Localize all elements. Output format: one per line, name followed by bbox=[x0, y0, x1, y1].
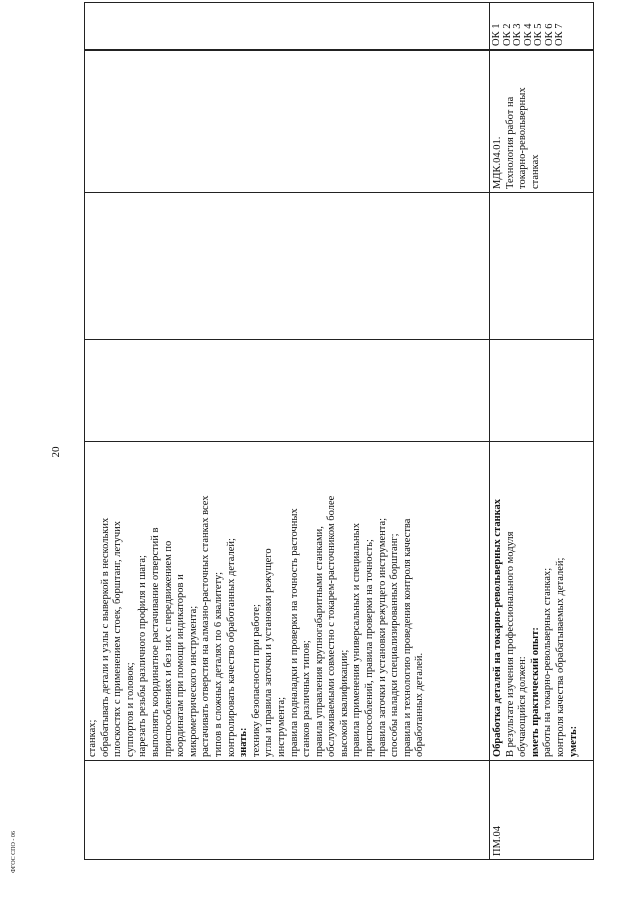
table-row bbox=[490, 3, 594, 860]
section-label-experience: иметь практический опыт: bbox=[529, 627, 541, 757]
content-line: растачивать отверстия на алмазно-расточных станках всех bbox=[200, 495, 212, 757]
content-line: станках; bbox=[87, 719, 98, 757]
empty-cell bbox=[85, 50, 490, 193]
section-label-know: знать: bbox=[238, 727, 250, 757]
mdk-cell bbox=[490, 50, 594, 193]
content-line: работы на токарно-револьверных станках; bbox=[542, 567, 554, 757]
content-line: углы и правила заточки и установки режущего bbox=[263, 548, 275, 757]
content-line: плоскостях с применением стоек, борштанг, летучих bbox=[112, 521, 124, 757]
content-line: контроля качества обрабатываемых деталей; bbox=[554, 557, 566, 757]
module-content-cell bbox=[490, 442, 594, 761]
ok-item: ОК 5 bbox=[533, 23, 544, 46]
content-line: инструмента; bbox=[275, 696, 287, 757]
mdk-line: МДК.04.01. bbox=[492, 136, 503, 189]
content-line: приспособлениях и без них с передвижением по bbox=[162, 540, 174, 757]
content-line: способы наладки специализированных борштанг; bbox=[389, 533, 401, 757]
content-line: правила управления крупногабаритными станками, bbox=[313, 526, 325, 757]
footer-code: ФГОС СПО - 06 bbox=[11, 831, 17, 873]
ok-item: ОК 3 bbox=[512, 23, 523, 46]
mdk-line: токарно-револьверных bbox=[517, 87, 529, 189]
content-line: приспособлений, правила проверки на точность; bbox=[364, 539, 376, 757]
section-label-skills: уметь: bbox=[567, 725, 579, 757]
ok-item: ОК 7 bbox=[554, 23, 565, 46]
code-cell bbox=[85, 761, 490, 860]
content-line: суппортов и головок; bbox=[124, 662, 136, 757]
empty-cell bbox=[85, 340, 490, 442]
content-line: станков различных типов; bbox=[301, 640, 313, 757]
mdk-line: станках bbox=[529, 154, 541, 189]
content-line: микрометрического инструмента; bbox=[187, 605, 199, 757]
content-line: обслуживаемыми совместно с токарем-расточником более bbox=[326, 495, 338, 757]
content-line: технику безопасности при работе; bbox=[250, 604, 262, 757]
empty-cell bbox=[85, 193, 490, 340]
module-code: ПМ.04 bbox=[492, 825, 503, 856]
ok-item: ОК 2 bbox=[501, 23, 513, 46]
mdk-line: Технология работ на bbox=[504, 96, 516, 189]
empty-cell bbox=[85, 3, 490, 51]
content-line: правила подналадки и проверки на точность расточных bbox=[288, 508, 300, 757]
empty-cell bbox=[490, 340, 594, 442]
content-line: выполнять координатное растачивание отверстий в bbox=[149, 527, 161, 757]
content-line: обрабатывать детали и узлы с выверкой в нескольких bbox=[99, 517, 111, 757]
content-line: правила заточки и установки режущего инструмента; bbox=[376, 517, 388, 757]
content-line: обработанных деталей. bbox=[414, 652, 426, 757]
ok-cell bbox=[490, 3, 594, 51]
module-code-cell bbox=[490, 761, 594, 860]
curriculum-table bbox=[84, 2, 594, 860]
rotated-table-page bbox=[84, 23, 594, 860]
ok-item: ОК 6 bbox=[543, 23, 555, 46]
page-number: 20 bbox=[50, 446, 62, 458]
content-line: правила и технологию проведения контроля качества bbox=[401, 518, 413, 757]
content-line: обучающийся должен: bbox=[517, 656, 529, 757]
content-line: координатам при помощи индикаторов и bbox=[175, 574, 187, 757]
content-line: нарезать резьбы различного профиля и шага; bbox=[137, 555, 149, 757]
content-line: В результате изучения профессионального модуля bbox=[504, 531, 516, 757]
empty-cell bbox=[490, 193, 594, 340]
content-cell bbox=[85, 442, 490, 761]
content-line: правила применения универсальных и специальных bbox=[351, 523, 363, 757]
table-row bbox=[85, 3, 490, 860]
content-line: типов в сложных деталях по 6 квалитету; bbox=[212, 572, 224, 757]
ok-item: ОК 4 bbox=[522, 23, 534, 46]
content-line: высокой квалификации; bbox=[338, 649, 350, 757]
ok-item: ОК 1 bbox=[491, 23, 502, 46]
module-title: Обработка деталей на токарно-револьверных станках bbox=[492, 498, 503, 757]
content-line: контролировать качество обработанных деталей; bbox=[225, 538, 237, 757]
